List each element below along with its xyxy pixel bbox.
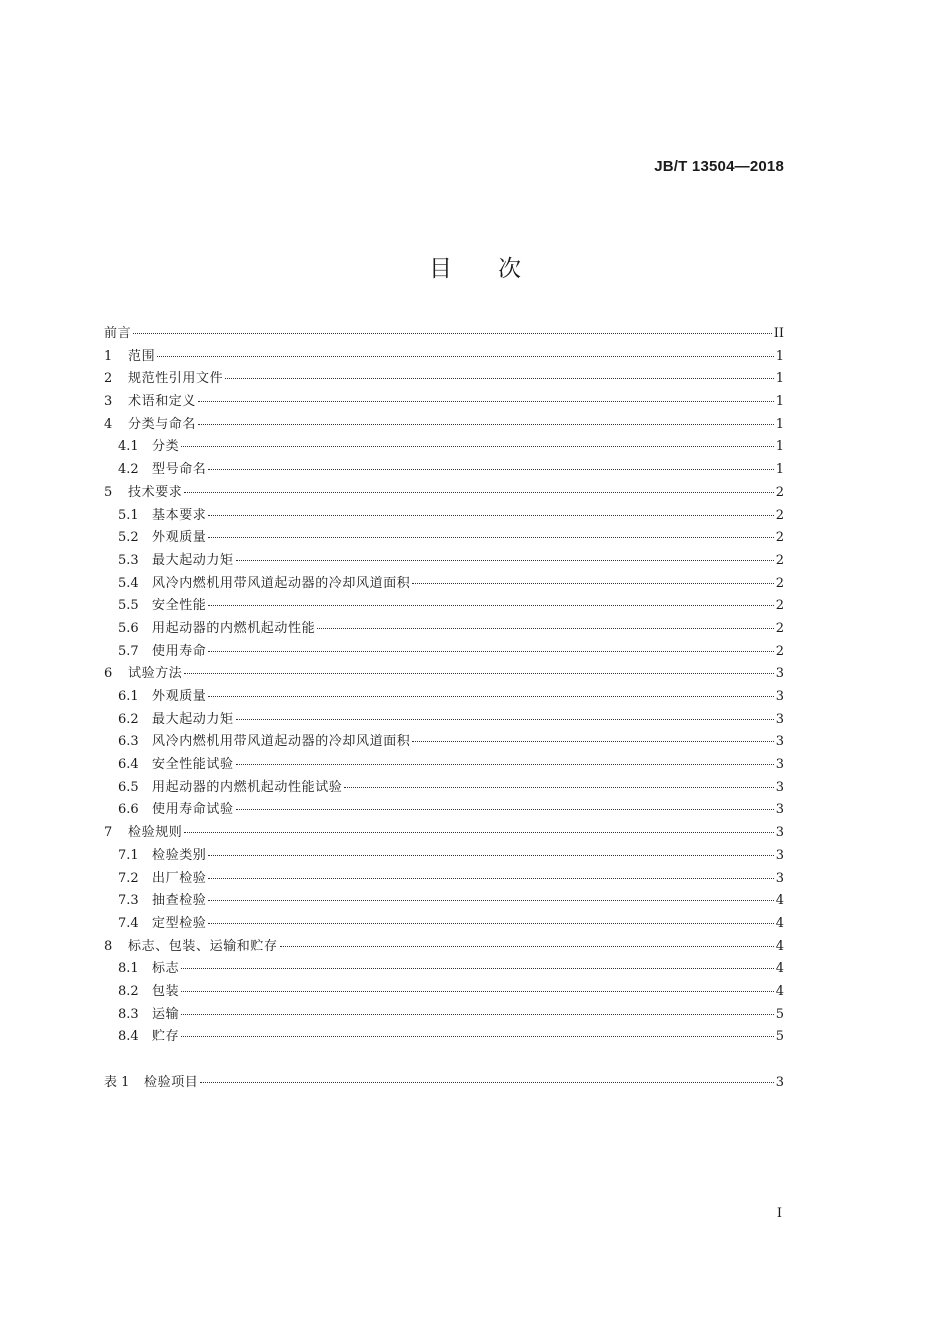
entry-label: 术语和定义 xyxy=(128,394,197,410)
entry-label: 型号命名 xyxy=(152,462,207,478)
toc-entry[interactable] xyxy=(104,413,784,436)
dot-leader xyxy=(184,673,773,674)
dot-leader xyxy=(184,492,773,493)
dot-leader xyxy=(181,1036,774,1037)
entry-number: 6.5 xyxy=(118,779,139,795)
entry-number: 7.1 xyxy=(118,847,139,863)
entry-number: 3 xyxy=(104,394,113,410)
dot-leader xyxy=(208,651,773,652)
toc-entry[interactable] xyxy=(104,345,784,368)
toc-entry[interactable] xyxy=(104,549,784,572)
dot-leader xyxy=(133,333,772,334)
toc-entry[interactable] xyxy=(104,572,784,595)
entry-page: 3 xyxy=(775,689,784,704)
toc-entry[interactable] xyxy=(104,844,784,867)
entry-page: 4 xyxy=(775,983,784,999)
dot-leader xyxy=(208,605,773,606)
dot-leader xyxy=(208,469,773,470)
entry-label: 最大起动力矩 xyxy=(152,711,234,727)
dot-leader xyxy=(317,628,774,629)
entry-label: 包装 xyxy=(152,983,180,999)
dot-leader xyxy=(200,1082,773,1083)
entry-page: 2 xyxy=(775,530,784,546)
entry-number: 7.3 xyxy=(118,893,139,909)
entry-label: 检验项目 xyxy=(144,1075,199,1090)
toc-entry[interactable] xyxy=(104,504,784,527)
toc-title-part2: 次 xyxy=(498,256,521,282)
entry-label: 使用寿命 xyxy=(152,643,207,659)
entry-number: 6 xyxy=(104,666,113,682)
entry-number: 7 xyxy=(104,825,113,841)
entry-label: 风冷内燃机用带风道起动器的冷却风道面积 xyxy=(152,575,411,591)
dot-leader xyxy=(181,446,774,447)
toc-title xyxy=(0,250,950,283)
entry-number: 8.4 xyxy=(118,1029,139,1045)
entry-label: 安全性能试验 xyxy=(152,757,234,773)
toc-entry[interactable] xyxy=(104,526,784,549)
entry-label: 定型检验 xyxy=(152,915,207,931)
toc-entry[interactable] xyxy=(104,617,784,640)
entry-label: 基本要求 xyxy=(152,507,207,523)
entry-label: 分类与命名 xyxy=(128,416,197,432)
dot-leader xyxy=(181,968,774,969)
entry-label: 用起动器的内燃机起动性能 xyxy=(152,620,316,636)
dot-leader xyxy=(236,719,774,720)
toc-entry[interactable] xyxy=(104,390,784,413)
entry-number: 5.2 xyxy=(118,530,139,546)
dot-leader xyxy=(208,696,773,697)
dot-leader xyxy=(208,923,773,924)
entry-label: 规范性引用文件 xyxy=(128,371,224,387)
entry-label: 贮存 xyxy=(152,1029,180,1045)
entry-number: 5.1 xyxy=(118,507,139,523)
toc-entry[interactable] xyxy=(104,912,784,935)
entry-page: 3 xyxy=(775,1075,784,1090)
entry-label: 试验方法 xyxy=(128,666,183,682)
toc-entry[interactable] xyxy=(104,708,784,731)
entry-number: 2 xyxy=(104,371,113,387)
toc-entry[interactable] xyxy=(104,640,784,663)
entry-number: 8.1 xyxy=(118,961,139,977)
entry-label: 标志、包装、运输和贮存 xyxy=(128,938,278,954)
toc-entry[interactable] xyxy=(104,1025,784,1048)
entry-number: 8 xyxy=(104,938,113,954)
entry-number: 6.3 xyxy=(118,734,139,750)
entry-page: 3 xyxy=(775,847,784,863)
entry-number: 5.6 xyxy=(118,620,139,636)
entry-number: 6.6 xyxy=(118,802,139,818)
entry-number: 7.4 xyxy=(118,915,139,931)
entry-number: 8.3 xyxy=(118,1006,139,1022)
entry-page: 3 xyxy=(775,711,784,727)
entry-number: 6.4 xyxy=(118,757,139,773)
dot-leader xyxy=(236,809,774,810)
toc-entry[interactable] xyxy=(104,685,784,708)
entry-page: 2 xyxy=(775,620,784,636)
entry-label: 运输 xyxy=(152,1006,180,1022)
entry-number: 1 xyxy=(104,348,113,364)
toc-title-part1: 目 xyxy=(429,256,452,282)
entry-page: 2 xyxy=(775,598,784,614)
entry-page: 1 xyxy=(775,348,784,364)
entry-label: 使用寿命试验 xyxy=(152,802,234,818)
toc-entry[interactable] xyxy=(104,935,784,958)
table-list xyxy=(104,1071,784,1094)
entry-page: 3 xyxy=(775,870,784,886)
standard-code: JB/T 13504—2018 xyxy=(654,158,784,175)
entry-page: II xyxy=(773,326,784,341)
toc-entry[interactable] xyxy=(104,594,784,617)
entry-label: 外观质量 xyxy=(152,689,207,704)
dot-leader xyxy=(198,401,774,402)
entry-number: 表 1 xyxy=(104,1075,130,1090)
toc-list xyxy=(104,322,784,1048)
toc-entry[interactable] xyxy=(104,776,784,799)
entry-number: 5.7 xyxy=(118,643,139,659)
dot-leader xyxy=(208,855,773,856)
dot-leader xyxy=(344,787,773,788)
toc-entry[interactable] xyxy=(104,367,784,390)
entry-page: 2 xyxy=(775,484,784,500)
entry-page: 4 xyxy=(775,961,784,977)
entry-number: 6.2 xyxy=(118,711,139,727)
entry-page: 5 xyxy=(775,1006,784,1022)
dot-leader xyxy=(236,560,774,561)
entry-label: 风冷内燃机用带风道起动器的冷却风道面积 xyxy=(152,734,411,750)
entry-page: 5 xyxy=(775,1029,784,1045)
dot-leader xyxy=(208,878,773,879)
entry-page: 1 xyxy=(775,462,784,478)
entry-number: 5 xyxy=(104,484,113,500)
dot-leader xyxy=(225,378,774,379)
entry-number: 4.2 xyxy=(118,462,139,478)
entry-number: 5.4 xyxy=(118,575,139,591)
dot-leader xyxy=(280,946,774,947)
dot-leader xyxy=(412,741,773,742)
entry-number: 8.2 xyxy=(118,983,139,999)
entry-page: 1 xyxy=(775,439,784,455)
dot-leader xyxy=(181,1014,774,1015)
entry-page: 2 xyxy=(775,507,784,523)
entry-label: 用起动器的内燃机起动性能试验 xyxy=(152,779,343,795)
toc-entry[interactable] xyxy=(104,481,784,504)
entry-number: 6.1 xyxy=(118,689,139,704)
entry-number: 4 xyxy=(104,416,113,432)
entry-number: 5.5 xyxy=(118,598,139,614)
entry-label: 检验规则 xyxy=(128,825,183,841)
entry-page: 3 xyxy=(775,825,784,841)
entry-number: 4.1 xyxy=(118,439,139,455)
toc-entry[interactable] xyxy=(104,458,784,481)
entry-page: 2 xyxy=(775,552,784,568)
dot-leader xyxy=(208,537,773,538)
entry-label: 范围 xyxy=(128,348,156,364)
dot-leader xyxy=(157,356,774,357)
entry-label: 标志 xyxy=(152,961,180,977)
entry-page: 2 xyxy=(775,575,784,591)
entry-label: 技术要求 xyxy=(128,484,183,500)
entry-page: 1 xyxy=(775,394,784,410)
toc-entry[interactable] xyxy=(104,957,784,980)
entry-page: 3 xyxy=(775,802,784,818)
entry-page: 1 xyxy=(775,371,784,387)
toc-entry[interactable] xyxy=(104,730,784,753)
toc-entry[interactable] xyxy=(104,798,784,821)
page-number: I xyxy=(776,1206,782,1221)
entry-label: 安全性能 xyxy=(152,598,207,614)
table-entry[interactable] xyxy=(104,1071,784,1094)
entry-page: 4 xyxy=(775,893,784,909)
entry-label: 外观质量 xyxy=(152,530,207,546)
dot-leader xyxy=(184,832,773,833)
entry-label: 出厂检验 xyxy=(152,870,207,886)
entry-label: 前言 xyxy=(104,326,132,341)
toc-entry[interactable] xyxy=(104,889,784,912)
entry-page: 4 xyxy=(775,915,784,931)
dot-leader xyxy=(198,424,774,425)
entry-label: 抽查检验 xyxy=(152,893,207,909)
toc-entry[interactable] xyxy=(104,435,784,458)
dot-leader xyxy=(181,991,774,992)
dot-leader xyxy=(412,583,773,584)
entry-label: 最大起动力矩 xyxy=(152,552,234,568)
toc-entry[interactable] xyxy=(104,662,784,685)
dot-leader xyxy=(208,900,773,901)
entry-label: 检验类别 xyxy=(152,847,207,863)
entry-page: 3 xyxy=(775,666,784,682)
entry-page: 4 xyxy=(775,938,784,954)
entry-page: 3 xyxy=(775,779,784,795)
dot-leader xyxy=(236,764,774,765)
toc-entry[interactable] xyxy=(104,821,784,844)
dot-leader xyxy=(208,515,773,516)
toc-entry[interactable] xyxy=(104,753,784,776)
toc-entry[interactable] xyxy=(104,867,784,890)
entry-label: 分类 xyxy=(152,439,180,455)
entry-page: 2 xyxy=(775,643,784,659)
entry-number: 7.2 xyxy=(118,870,139,886)
entry-page: 1 xyxy=(775,416,784,432)
toc-entry[interactable] xyxy=(104,322,784,345)
toc-entry[interactable] xyxy=(104,1003,784,1026)
entry-page: 3 xyxy=(775,757,784,773)
entry-number: 5.3 xyxy=(118,552,139,568)
entry-page: 3 xyxy=(775,734,784,750)
toc-entry[interactable] xyxy=(104,980,784,1003)
